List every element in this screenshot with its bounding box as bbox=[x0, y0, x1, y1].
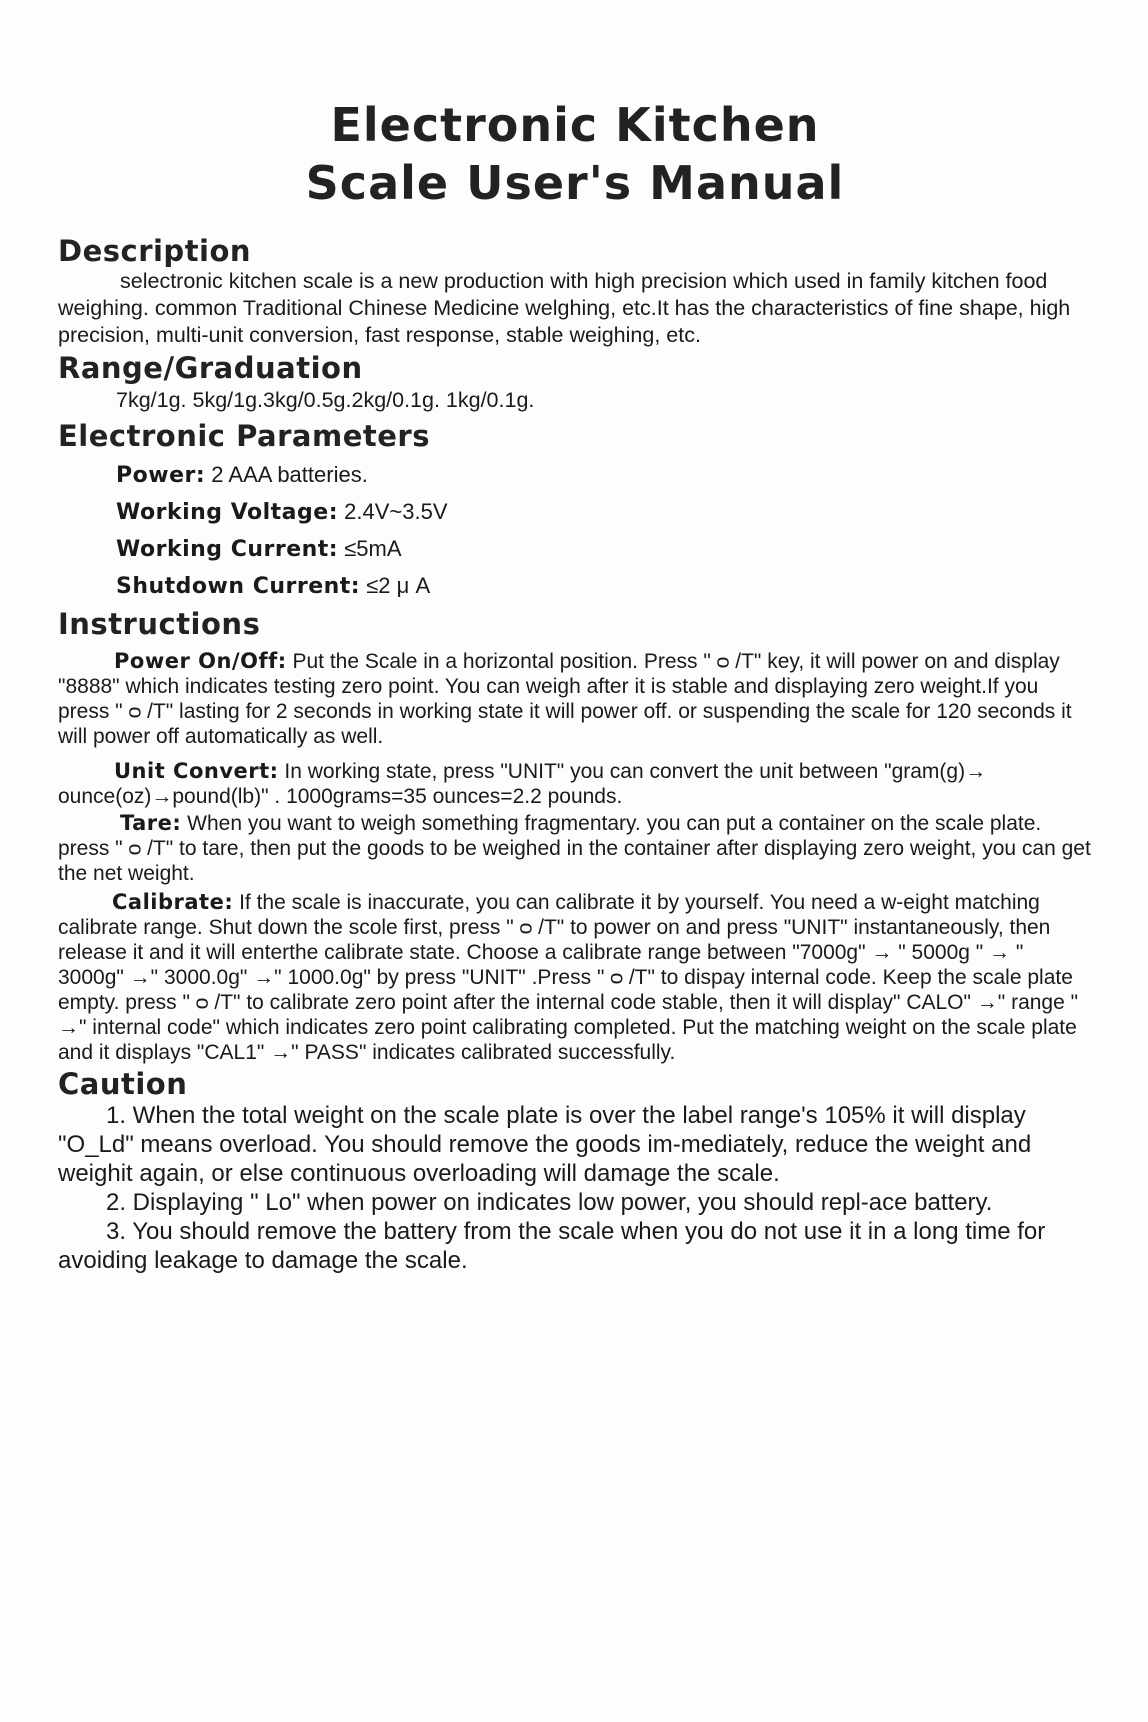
instructions-section bbox=[58, 607, 1092, 1065]
param-label: Working Voltage: bbox=[116, 500, 338, 525]
description-section bbox=[58, 234, 1092, 349]
title-line-2: Scale User's Manual bbox=[305, 156, 845, 210]
instruction-text: When you want to weigh something fragmentary. you can put a container on the scale plate. press " ᴑ /T" to tare, then put the goods to be weighed in the container after displaying zero weight, you can get the net weight. bbox=[58, 812, 1091, 885]
caution-item: 3. You should remove the battery from the scale when you do not use it in a long time for avoiding leakage to damage the scale. bbox=[58, 1218, 1046, 1274]
description-heading: Description bbox=[58, 234, 252, 268]
parameters-list bbox=[116, 457, 1092, 605]
instruction-unit-convert bbox=[58, 759, 1092, 809]
parameters-heading: Electronic Parameters bbox=[58, 419, 430, 453]
page-title bbox=[58, 0, 1092, 212]
instruction-label: Unit Convert: bbox=[114, 759, 279, 783]
description-text: selectronic kitchen scale is a new production with high precision which used in family kitchen food weighing. common Traditional Chinese Medicine welghing, etc.It has the characteristics of fine shape, high precision, multi-unit conversion, fast response, stable weighing, etc. bbox=[58, 269, 1071, 347]
instructions-heading: Instructions bbox=[58, 607, 261, 641]
instruction-label: Power On/Off: bbox=[114, 649, 287, 673]
param-value: 2 AAA batteries. bbox=[211, 462, 368, 487]
instruction-calibrate bbox=[58, 890, 1092, 1065]
instruction-text: Put the Scale in a horizontal position. Press " ᴑ /T" key, it will power on and display "8888" which indicates testing zero point. You can weigh after it is stable and displaying zero weight.If you press " ᴑ /T" lasting for 2 seconds in working state it will power off. or suspending the scale for 120 seconds it will power off automatically as well. bbox=[58, 650, 1072, 748]
param-value: 2.4V~3.5V bbox=[344, 499, 448, 524]
param-working-current bbox=[116, 531, 1092, 568]
caution-heading: Caution bbox=[58, 1067, 188, 1101]
instruction-text: In working state, press "UNIT" you can convert the unit between "gram(g)→ ounce(oz)→pound(lb)" . 1000grams=35 ounces=2.2 pounds. bbox=[58, 760, 987, 808]
param-value: ≤2 μ A bbox=[366, 573, 431, 598]
range-section bbox=[58, 351, 1092, 415]
param-label: Working Current: bbox=[116, 537, 339, 562]
instruction-power bbox=[58, 649, 1092, 749]
instruction-label: Calibrate: bbox=[112, 890, 234, 914]
param-working-voltage bbox=[116, 494, 1092, 531]
caution-section bbox=[58, 1067, 1092, 1275]
caution-item: 1. When the total weight on the scale plate is over the label range's 105% it will display "O_Ld" means overload. You should remove the goods im-mediately, reduce the weight and weighit again, or else continuous overloading will damage the scale. bbox=[58, 1102, 1032, 1187]
param-label: Shutdown Current: bbox=[116, 574, 361, 599]
range-text: 7kg/1g. 5kg/1g.3kg/0.5g.2kg/0.1g. 1kg/0.1g. bbox=[116, 388, 535, 412]
instruction-text: If the scale is inaccurate, you can calibrate it by yourself. You need a w-eight matching calibrate range. Shut down the scole first, press " ᴑ /T" to power on and press "UNIT" instantaneously, then release it and it will enterthe calibrate state. Choose a calibrate range between "7000g" → " 5000g " → " 3000g" →" 3000.0g" →" 1000.0g" by press "UNIT" .Press " ᴑ /T" to dispay internal code. Keep the scale plate empty. press " ᴑ /T" to calibrate zero point after the internal code stable, then it will display" CALO" →" range " →" internal code" which indicates zero point calibrating completed. Put the matching weight on the scale plate and it displays "CAL1" →" PASS" indicates calibrated successfully. bbox=[58, 891, 1079, 1064]
param-shutdown-current bbox=[116, 568, 1092, 605]
param-label: Power: bbox=[116, 463, 206, 488]
param-power bbox=[116, 457, 1092, 494]
caution-item: 2. Displaying " Lo" when power on indicates low power, you should repl-ace battery. bbox=[106, 1189, 993, 1216]
instruction-label: Tare: bbox=[120, 811, 182, 835]
range-heading: Range/Graduation bbox=[58, 351, 363, 385]
param-value: ≤5mA bbox=[344, 536, 402, 561]
parameters-section bbox=[58, 419, 1092, 605]
instruction-tare bbox=[58, 811, 1092, 886]
title-line-1: Electronic Kitchen bbox=[330, 98, 820, 152]
